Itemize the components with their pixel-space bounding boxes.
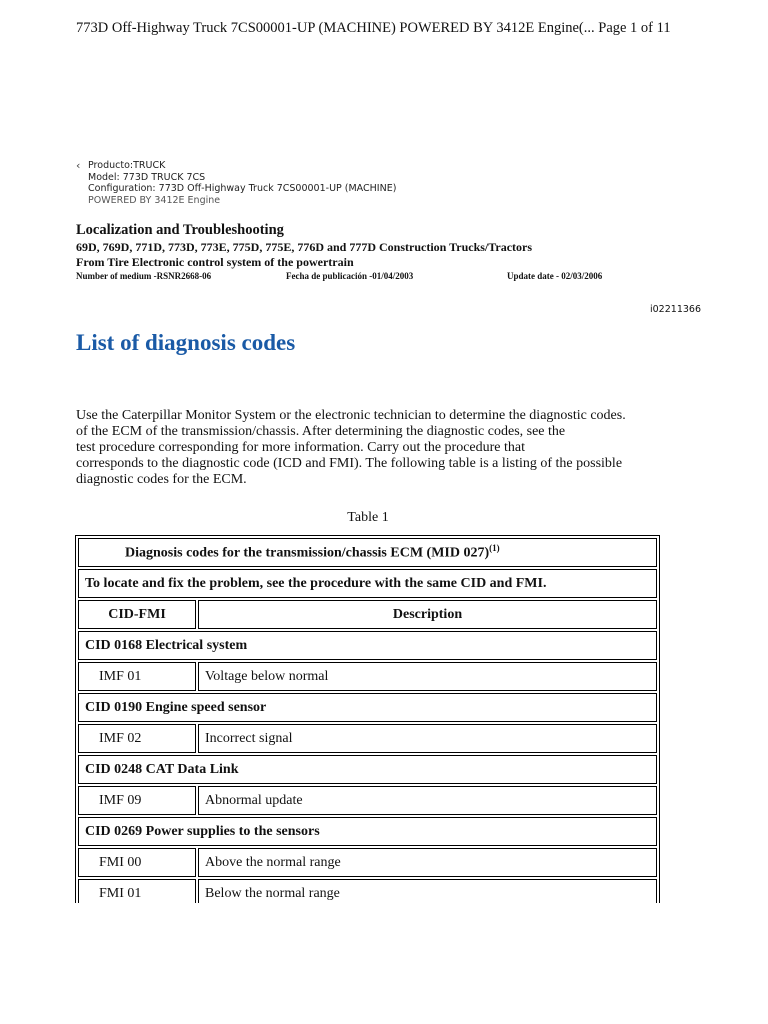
page-title: List of diagnosis codes <box>76 330 296 355</box>
table-caption: Table 1 <box>347 510 389 525</box>
cid-group-label: CID 0190 Engine speed sensor <box>78 693 657 722</box>
print-header-title: 773D Off-Highway Truck 7CS00001-UP (MACHINE) POWERED BY 3412E Engine(... <box>76 20 595 36</box>
fmi-description: Below the normal range <box>198 879 657 903</box>
breadcrumb-product[interactable]: Producto:TRUCK <box>88 160 166 171</box>
table-group-row <box>78 693 657 722</box>
diagnosis-codes-table <box>76 536 659 903</box>
breadcrumb <box>76 160 396 206</box>
breadcrumb-model: Model: 773D TRUCK 7CS <box>88 171 206 183</box>
intro-paragraph <box>76 408 676 488</box>
chevron-left-icon[interactable]: ‹ <box>76 159 81 172</box>
cid-group-label: CID 0248 CAT Data Link <box>78 755 657 784</box>
table-row <box>78 786 657 815</box>
document-id: i02211366 <box>650 304 701 315</box>
footnote-ref[interactable]: (1) <box>489 543 500 554</box>
document-title: Localization and Troubleshooting <box>76 222 284 238</box>
document-models: 69D, 769D, 771D, 773D, 773E, 775D, 775E, 776D and 777D Construction Trucks/Tractors <box>76 240 533 254</box>
table-row <box>78 879 657 903</box>
publication-date: Fecha de publicación -01/04/2003 <box>286 271 414 281</box>
update-date: Update date - 02/03/2006 <box>507 271 603 281</box>
table-group-row <box>78 631 657 660</box>
column-header-cid-fmi: CID-FMI <box>78 600 196 629</box>
fmi-description: Abnormal update <box>198 786 657 815</box>
fmi-code: FMI 00 <box>78 848 196 877</box>
print-header <box>76 20 671 37</box>
cid-group-label: CID 0168 Electrical system <box>78 631 657 660</box>
breadcrumb-configuration: Configuration: 773D Off-Highway Truck 7CS00001-UP (MACHINE) <box>88 183 397 194</box>
table-header-row <box>78 600 657 629</box>
intro-line: of the ECM of the transmission/chassis. After determining the diagnostic codes, see the <box>76 424 566 439</box>
fmi-code: IMF 09 <box>78 786 196 815</box>
breadcrumb-powered-by: POWERED BY 3412E Engine <box>88 194 221 206</box>
column-header-description: Description <box>198 600 657 629</box>
table-title-row <box>78 538 657 567</box>
table-instruction-row <box>78 569 657 598</box>
diagnosis-table-container <box>75 535 660 903</box>
fmi-code: FMI 01 <box>78 879 196 903</box>
fmi-code: IMF 01 <box>78 662 196 691</box>
table-title-cell <box>78 538 657 567</box>
intro-line: Use the Caterpillar Monitor System or the electronic technician to determine the diagnostic codes. <box>76 408 626 423</box>
page-counter: Page 1 of 11 <box>598 20 671 36</box>
document-subtitle: From Tire Electronic control system of the powertrain <box>76 255 354 269</box>
fmi-description: Voltage below normal <box>198 662 657 691</box>
intro-line: test procedure corresponding for more information. Carry out the procedure that <box>76 440 526 455</box>
fmi-description: Above the normal range <box>198 848 657 877</box>
table-row <box>78 724 657 753</box>
table-title: Diagnosis codes for the transmission/chassis ECM (MID 027) <box>125 545 490 561</box>
intro-line: diagnostic codes for the ECM. <box>76 472 247 487</box>
cid-group-label: CID 0269 Power supplies to the sensors <box>78 817 657 846</box>
table-group-row <box>78 755 657 784</box>
fmi-code: IMF 02 <box>78 724 196 753</box>
medium-number: Number of medium -RSNR2668-06 <box>76 271 212 281</box>
table-row <box>78 848 657 877</box>
table-group-row <box>78 817 657 846</box>
table-instruction: To locate and fix the problem, see the procedure with the same CID and FMI. <box>78 569 657 598</box>
intro-line: corresponds to the diagnostic code (ICD and FMI). The following table is a listing of the possible <box>76 456 623 471</box>
table-row <box>78 662 657 691</box>
fmi-description: Incorrect signal <box>198 724 657 753</box>
